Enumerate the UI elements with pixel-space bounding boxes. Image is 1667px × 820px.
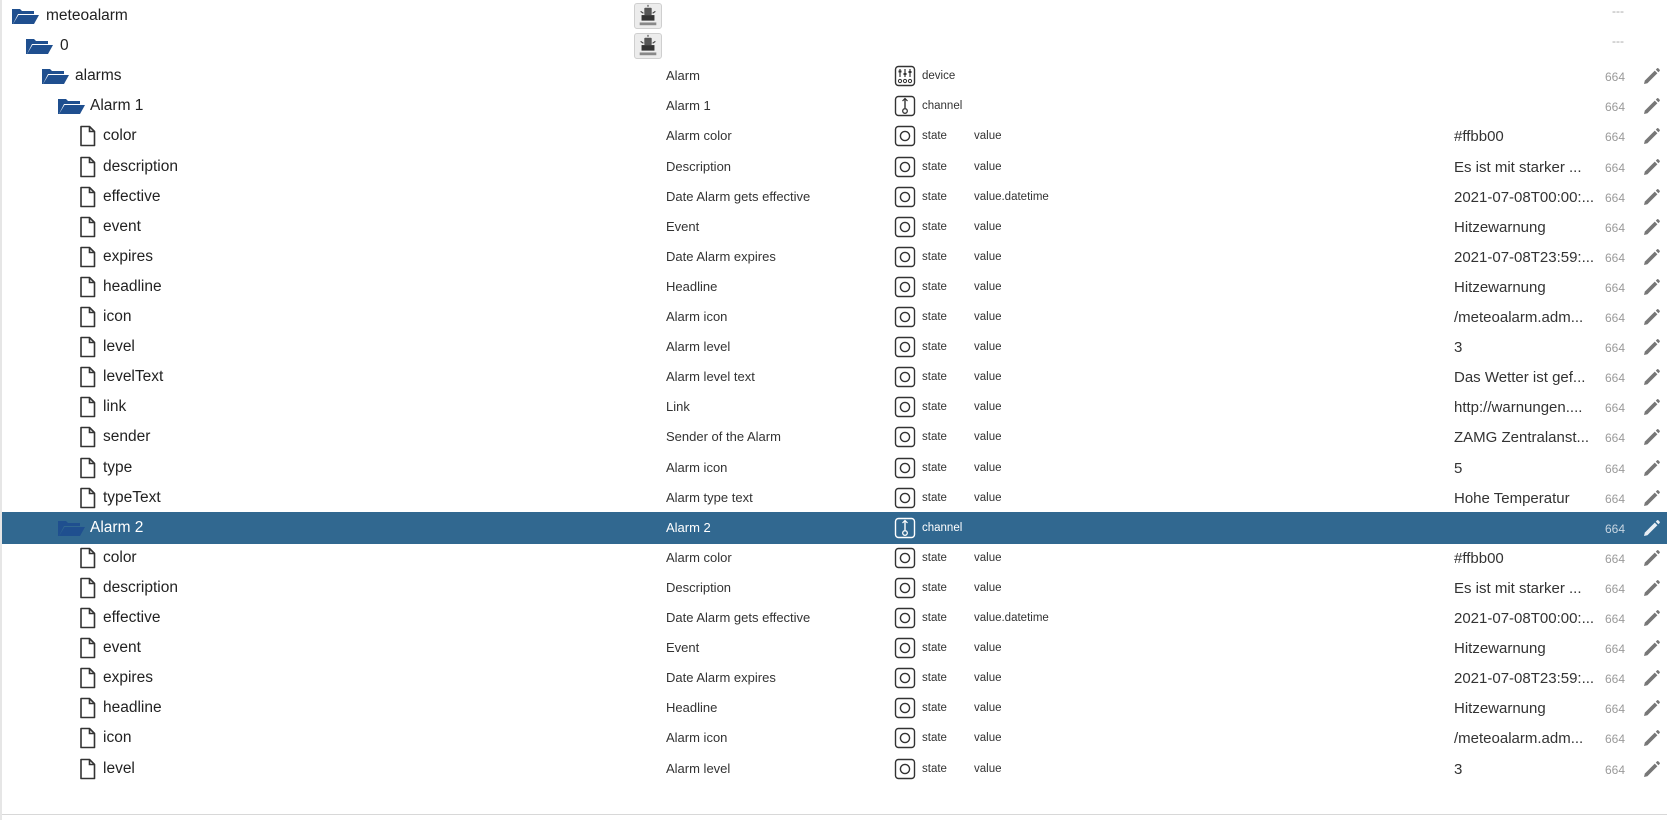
edit-pencil-icon[interactable] [1640, 608, 1662, 630]
object-role: value.datetime [974, 612, 1049, 624]
edit-pencil-icon[interactable] [1640, 548, 1662, 570]
state-row[interactable] [2, 482, 1667, 514]
acl-badge: 664 [1605, 190, 1626, 205]
state-row[interactable] [2, 542, 1667, 574]
object-name: Event [666, 218, 700, 234]
acl-badge: 664 [1605, 311, 1626, 325]
object-type: state [922, 431, 947, 444]
state-row[interactable] [2, 662, 1667, 694]
object-id[interactable]: expires [103, 669, 153, 687]
state-row[interactable] [2, 151, 1667, 183]
object-name: Description [666, 579, 732, 595]
object-name: Alarm icon [666, 309, 728, 324]
state-row[interactable] [2, 181, 1667, 213]
object-type: state [922, 642, 947, 655]
state-icon [894, 607, 916, 629]
state-value[interactable]: /meteoalarm.adm... [1454, 309, 1584, 326]
state-value[interactable]: #ffbb00 [1454, 549, 1504, 567]
file-icon[interactable] [76, 457, 106, 479]
object-name: Event [666, 640, 700, 656]
state-value[interactable]: Hitzewarnung [1454, 278, 1546, 296]
state-icon [894, 547, 916, 569]
object-type: state [922, 702, 947, 715]
object-name: Headline [666, 278, 718, 294]
object-role: value.datetime [974, 190, 1049, 203]
object-role: value [974, 130, 1002, 143]
edit-pencil-icon[interactable] [1640, 578, 1662, 600]
edit-pencil-icon[interactable] [1640, 217, 1662, 239]
object-id[interactable]: link [103, 398, 127, 416]
object-role: value [974, 280, 1002, 293]
state-value[interactable]: http://warnungen.... [1454, 399, 1583, 417]
file-icon[interactable] [76, 727, 106, 749]
object-role: value [974, 702, 1002, 715]
object-type: state [922, 190, 947, 203]
edit-pencil-icon[interactable] [1640, 728, 1662, 750]
object-name: Alarm level text [666, 369, 755, 385]
acl-badge: 664 [1605, 130, 1626, 145]
object-id[interactable]: type [103, 458, 133, 476]
acl-badge: 664 [1605, 762, 1626, 777]
state-value[interactable]: 2021-07-08T23:59:... [1454, 248, 1595, 266]
object-id[interactable]: description [103, 578, 178, 596]
object-id[interactable]: levelText [103, 368, 164, 386]
acl-badge: 664 [1605, 160, 1626, 175]
edit-pencil-icon[interactable] [1640, 337, 1662, 359]
state-row[interactable] [2, 722, 1667, 754]
state-value[interactable]: 2021-07-08T00:00:... [1454, 188, 1595, 206]
folder-open-icon[interactable] [56, 517, 86, 539]
object-type: state [922, 280, 947, 293]
acl-badge: 664 [1605, 70, 1626, 85]
object-type: device [922, 70, 956, 83]
object-role: value [974, 371, 1002, 384]
state-icon [894, 276, 916, 298]
state-icon [894, 366, 916, 388]
object-id[interactable]: level [103, 338, 135, 356]
object-role: value [974, 732, 1002, 745]
object-id[interactable]: Alarm 1 [90, 97, 144, 115]
acl-badge: 664 [1605, 461, 1626, 476]
folder-row[interactable] [2, 512, 1667, 544]
file-icon[interactable] [76, 246, 106, 268]
folder-row[interactable] [2, 60, 1667, 92]
object-type: state [922, 612, 947, 624]
object-name: Date Alarm gets effective [666, 188, 811, 204]
state-row[interactable] [2, 572, 1667, 604]
state-value[interactable]: /meteoalarm.adm... [1454, 730, 1584, 748]
object-role: value [974, 461, 1002, 474]
edit-pencil-icon[interactable] [1640, 759, 1662, 781]
folder-open-icon[interactable] [56, 95, 86, 117]
object-name: Date Alarm gets effective [666, 610, 811, 625]
state-value[interactable]: ZAMG Zentralanst... [1454, 429, 1590, 447]
acl-badge: 664 [1605, 431, 1626, 446]
acl-badge: 664 [1605, 672, 1626, 687]
acl-badge: 664 [1605, 491, 1626, 506]
object-name: Sender of the Alarm [666, 429, 781, 445]
object-name: Alarm [666, 68, 700, 84]
state-row[interactable] [2, 120, 1667, 152]
edit-pencil-icon[interactable] [1640, 66, 1662, 88]
file-icon[interactable] [76, 366, 106, 388]
state-value[interactable]: 3 [1454, 760, 1463, 778]
file-icon[interactable] [76, 426, 106, 448]
state-row[interactable] [2, 361, 1667, 393]
state-icon [894, 125, 916, 147]
file-icon[interactable] [76, 276, 106, 298]
channel-icon [894, 517, 916, 539]
object-id[interactable]: effective [103, 187, 161, 205]
object-id[interactable]: event [103, 217, 141, 235]
adapter-logo-icon [634, 3, 662, 29]
object-type: channel [922, 521, 963, 534]
device-icon [894, 65, 916, 87]
acl-badge: 664 [1605, 581, 1626, 596]
folder-row[interactable] [2, 90, 1667, 122]
file-icon[interactable] [76, 306, 106, 328]
acl-badge: 664 [1605, 250, 1626, 265]
acl-badge: 664 [1605, 521, 1626, 536]
object-id[interactable]: event [103, 639, 141, 657]
object-name: Date Alarm expires [666, 670, 776, 686]
object-role: value [974, 551, 1002, 564]
state-value[interactable]: 5 [1454, 459, 1463, 477]
edit-pencil-icon[interactable] [1640, 126, 1662, 148]
state-icon [894, 336, 916, 358]
state-icon [894, 426, 916, 448]
adapter-logo-icon [634, 33, 662, 59]
object-name: Date Alarm expires [666, 248, 776, 264]
object-role: value [974, 581, 1002, 594]
edit-pencil-icon[interactable] [1640, 277, 1662, 299]
state-row[interactable] [2, 602, 1667, 634]
object-id[interactable]: 0 [60, 37, 69, 55]
state-icon [894, 457, 916, 479]
object-role: value [974, 311, 1002, 323]
file-icon[interactable] [76, 396, 106, 418]
object-name: Alarm level [666, 760, 731, 776]
state-row[interactable] [2, 391, 1667, 423]
state-icon [894, 697, 916, 719]
state-value[interactable]: Hitzewarnung [1454, 640, 1546, 658]
channel-icon [894, 95, 916, 117]
object-role: value [974, 491, 1002, 504]
edit-pencil-icon[interactable] [1640, 638, 1662, 660]
edit-pencil-icon[interactable] [1640, 397, 1662, 419]
object-type: state [922, 551, 947, 564]
object-type: state [922, 371, 947, 384]
empty-value-indicator: --- [1612, 4, 1624, 18]
object-type: state [922, 672, 947, 685]
acl-badge: 664 [1605, 371, 1626, 386]
object-name: Alarm color [666, 128, 732, 144]
object-name: Alarm color [666, 549, 732, 565]
object-type: state [922, 491, 947, 504]
file-icon[interactable] [76, 577, 106, 599]
file-icon[interactable] [76, 547, 106, 569]
state-value[interactable]: 2021-07-08T00:00:... [1454, 610, 1595, 627]
object-role: value [974, 220, 1002, 233]
state-value[interactable]: #ffbb00 [1454, 128, 1504, 146]
edit-pencil-icon[interactable] [1640, 187, 1662, 209]
acl-badge: 664 [1605, 401, 1626, 416]
object-type: state [922, 762, 947, 775]
object-id[interactable]: level [103, 759, 135, 777]
state-icon [894, 577, 916, 599]
edit-pencil-icon[interactable] [1640, 427, 1662, 449]
object-type: state [922, 311, 947, 323]
object-type: state [922, 581, 947, 594]
state-icon [894, 186, 916, 208]
state-value[interactable]: 2021-07-08T23:59:... [1454, 670, 1595, 688]
state-icon [894, 727, 916, 749]
object-id[interactable]: expires [103, 247, 153, 265]
edit-pencil-icon[interactable] [1640, 367, 1662, 389]
acl-badge: 664 [1605, 642, 1626, 657]
state-row[interactable] [2, 692, 1667, 724]
acl-badge: 664 [1605, 612, 1626, 626]
object-id[interactable]: alarms [75, 67, 122, 85]
object-name: Alarm 1 [666, 98, 711, 114]
state-icon [894, 637, 916, 659]
object-id[interactable]: headline [103, 277, 162, 295]
object-name: Alarm 2 [666, 519, 711, 535]
edit-pencil-icon[interactable] [1640, 96, 1662, 118]
object-id[interactable]: icon [103, 729, 132, 747]
acl-badge: 664 [1605, 220, 1626, 235]
folder-open-icon[interactable] [40, 65, 70, 87]
file-icon[interactable] [76, 637, 106, 659]
object-id[interactable]: icon [103, 308, 132, 325]
object-name: Alarm icon [666, 730, 728, 746]
edit-pencil-icon[interactable] [1640, 698, 1662, 720]
file-icon[interactable] [76, 186, 106, 208]
object-role: value [974, 160, 1002, 173]
file-icon[interactable] [76, 607, 106, 629]
object-id[interactable]: color [103, 548, 137, 566]
state-row[interactable] [2, 211, 1667, 243]
object-name: Alarm level [666, 339, 731, 355]
object-role: value [974, 401, 1002, 414]
state-row[interactable] [2, 331, 1667, 363]
object-name: Description [666, 158, 732, 174]
object-type: state [922, 341, 947, 354]
edit-pencil-icon[interactable] [1640, 458, 1662, 480]
object-id[interactable]: meteoalarm [46, 7, 128, 24]
state-row[interactable] [2, 301, 1667, 333]
acl-badge: 664 [1605, 341, 1626, 356]
state-row[interactable] [2, 421, 1667, 453]
file-icon[interactable] [76, 697, 106, 719]
file-icon[interactable] [76, 336, 106, 358]
object-type: state [922, 250, 947, 263]
object-type: state [922, 732, 947, 745]
empty-value-indicator: --- [1612, 34, 1624, 49]
acl-badge: 664 [1605, 702, 1626, 717]
state-icon [894, 216, 916, 238]
object-id[interactable]: headline [103, 699, 162, 717]
object-id[interactable]: description [103, 157, 178, 175]
object-name: Alarm type text [666, 489, 753, 505]
state-icon [894, 306, 916, 328]
file-icon[interactable] [76, 758, 106, 780]
folder-open-icon[interactable] [10, 5, 40, 27]
acl-badge: 664 [1605, 280, 1626, 295]
object-type: state [922, 461, 947, 474]
edit-pencil-icon[interactable] [1640, 518, 1662, 540]
acl-badge: 664 [1605, 551, 1626, 566]
file-icon[interactable] [76, 156, 106, 178]
state-value[interactable]: Es ist mit starker ... [1454, 579, 1582, 597]
object-role: value [974, 250, 1002, 263]
object-name: Headline [666, 700, 718, 716]
edit-pencil-icon[interactable] [1640, 668, 1662, 690]
folder-row[interactable] [2, 0, 1667, 32]
state-value[interactable]: Hohe Temperatur [1454, 489, 1570, 507]
edit-pencil-icon[interactable] [1640, 247, 1662, 269]
edit-pencil-icon[interactable] [1640, 157, 1662, 179]
file-icon[interactable] [76, 667, 106, 689]
state-icon [894, 156, 916, 178]
object-type: state [922, 401, 947, 414]
folder-row[interactable] [2, 30, 1667, 62]
object-name: Link [666, 399, 690, 415]
state-value[interactable]: Das Wetter ist gef... [1454, 369, 1586, 387]
state-row[interactable] [2, 271, 1667, 303]
state-row[interactable] [2, 632, 1667, 664]
edit-pencil-icon[interactable] [1640, 307, 1662, 329]
object-type: state [922, 160, 947, 173]
edit-pencil-icon[interactable] [1640, 488, 1662, 510]
object-role: value [974, 642, 1002, 655]
object-role: value [974, 672, 1002, 685]
state-row[interactable] [2, 753, 1667, 785]
file-icon[interactable] [76, 125, 106, 147]
object-id[interactable]: Alarm 2 [90, 518, 144, 536]
folder-open-icon[interactable] [24, 35, 54, 57]
object-id[interactable]: effective [103, 609, 161, 626]
object-role: value [974, 762, 1002, 775]
file-icon[interactable] [76, 216, 106, 238]
object-type: channel [922, 100, 963, 113]
object-id[interactable]: sender [103, 428, 151, 446]
object-name: Alarm icon [666, 459, 728, 475]
state-value[interactable]: Hitzewarnung [1454, 218, 1546, 236]
object-type: state [922, 130, 947, 143]
file-icon[interactable] [76, 487, 106, 509]
state-icon [894, 667, 916, 689]
state-icon [894, 396, 916, 418]
state-value[interactable]: Es ist mit starker ... [1454, 158, 1582, 176]
state-row[interactable] [2, 452, 1667, 484]
acl-badge: 664 [1605, 732, 1626, 747]
object-role: value [974, 431, 1002, 444]
state-value[interactable]: Hitzewarnung [1454, 700, 1546, 718]
object-type: state [922, 220, 947, 233]
object-id[interactable]: color [103, 127, 137, 145]
state-icon [894, 487, 916, 509]
state-icon [894, 758, 916, 780]
state-icon [894, 246, 916, 268]
object-id[interactable]: typeText [103, 488, 161, 506]
state-value[interactable]: 3 [1454, 339, 1463, 357]
acl-badge: 664 [1605, 100, 1626, 115]
table-bottom-border [2, 814, 1667, 815]
object-role: value [974, 341, 1002, 354]
state-row[interactable] [2, 241, 1667, 273]
